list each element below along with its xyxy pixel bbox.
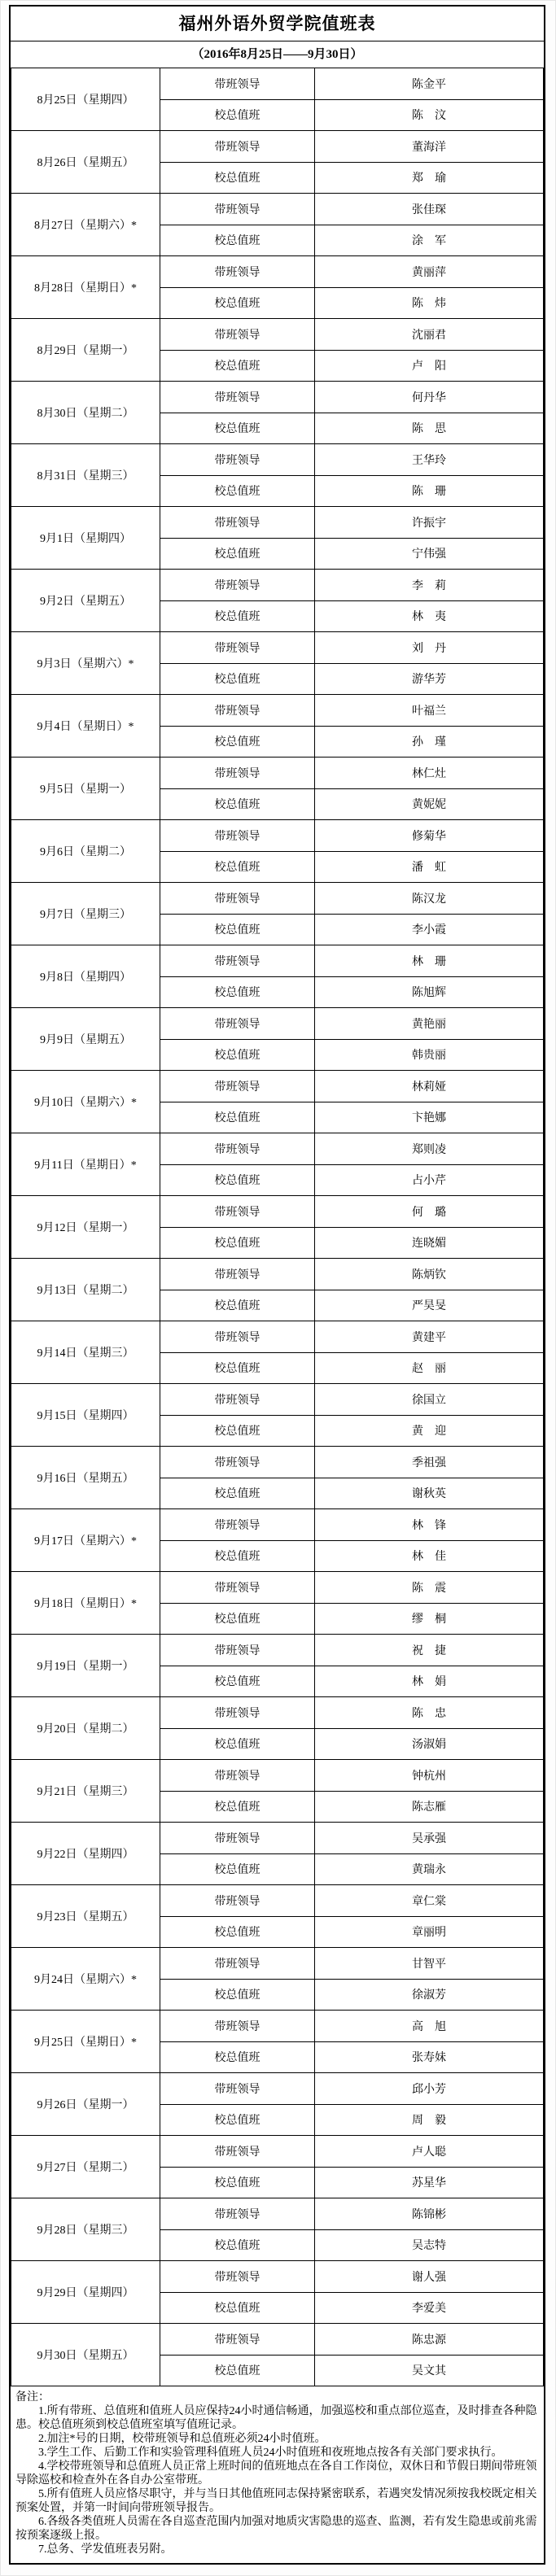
date-cell: 8月28日（星期日）* [11,256,160,319]
roster-row-leader [11,1948,544,1980]
duty-label-cell: 校总值班 [160,851,315,883]
leader-name-cell: 邱小芳 [315,2073,544,2105]
date-cell: 9月29日（星期四） [11,2261,160,2324]
duty-name-cell: 章丽明 [315,1916,544,1948]
roster-row-leader [11,1760,544,1792]
duty-name-cell: 谢秋英 [315,1478,544,1509]
roster-row-leader [11,1572,544,1604]
duty-name-cell: 黄瑞永 [315,1853,544,1885]
duty-label-cell: 校总值班 [160,600,315,632]
roster-row-leader [11,695,544,727]
duty-label-cell: 校总值班 [160,1415,315,1447]
leader-name-cell: 张佳琛 [315,194,544,225]
leader-name-cell: 陈忠源 [315,2324,544,2356]
duty-name-cell: 潘 虹 [315,851,544,883]
roster-row-leader [11,945,544,977]
leader-name-cell: 董海洋 [315,131,544,163]
duty-name-cell: 陈旭辉 [315,976,544,1008]
leader-name-cell: 甘智平 [315,1948,544,1980]
duty-label-cell: 校总值班 [160,350,315,382]
duty-roster-sheet [9,5,545,2565]
note-item: 5.所有值班人员应恪尽职守，并与当日其他值班同志保持紧密联系，若遇突发情况须按我校既定相关预案处置，并第一时间向带班领导报告。 [15,2488,537,2514]
date-cell: 9月5日（星期一） [11,758,160,820]
date-cell: 9月24日（星期六）* [11,1948,160,2011]
date-cell: 9月22日（星期四） [11,1823,160,1885]
leader-label-cell: 带班领导 [160,1823,315,1854]
leader-label-cell: 带班领导 [160,1321,315,1353]
date-cell: 9月3日（星期六）* [11,632,160,695]
leader-name-cell: 陈锦彬 [315,2198,544,2230]
duty-name-cell: 周 毅 [315,2104,544,2136]
leader-name-cell: 高 旭 [315,2011,544,2042]
leader-label-cell: 带班领导 [160,444,315,476]
roster-row-leader [11,1823,544,1854]
roster-row-leader [11,820,544,852]
roster-row-leader [11,507,544,539]
date-range-subtitle: （2016年8月25日——9月30日） [191,48,363,61]
leader-label-cell: 带班领导 [160,695,315,727]
note-item: 1.所有带班、总值班和值班人员应保持24小时通信畅通，加强巡校和重点部位巡查，及时排查各种隐患。校总值班须到校总值班室填写值班记录。 [15,2405,537,2431]
leader-label-cell: 带班领导 [160,1008,315,1040]
duty-name-cell: 陈 汶 [315,99,544,131]
duty-name-cell: 缪 桐 [315,1603,544,1635]
duty-label-cell: 校总值班 [160,1916,315,1948]
note-item: 2.加注*号的日期，校带班领导和总值班必须24小时值班。 [38,2433,326,2445]
roster-row-leader [11,1635,544,1666]
roster-row-leader [11,444,544,476]
leader-label-cell: 带班领导 [160,1071,315,1102]
roster-row-leader [11,319,544,351]
note-item: 6.各级各类值班人员需在各自巡查范围内加强对地质灾害隐患的巡查、监测，若有发生隐患或前兆需按预案逐级上报。 [15,2516,537,2542]
duty-name-cell: 张寿妹 [315,2041,544,2073]
roster-row-leader [11,1133,544,1165]
roster-row-leader [11,131,544,163]
leader-name-cell: 祝 捷 [315,1635,544,1666]
duty-label-cell: 校总值班 [160,1666,315,1697]
roster-row-leader [11,1071,544,1102]
leader-name-cell: 季祖强 [315,1447,544,1478]
roster-row-leader [11,1321,544,1353]
date-cell: 9月9日（星期五） [11,1008,160,1071]
duty-name-cell: 苏星华 [315,2167,544,2198]
date-cell: 9月25日（星期日）* [11,2011,160,2073]
duty-name-cell: 郑 瑜 [315,162,544,194]
leader-name-cell: 陈 忠 [315,1697,544,1729]
leader-name-cell: 卢人聪 [315,2136,544,2168]
roster-row-leader [11,382,544,413]
date-cell: 9月23日（星期五） [11,1885,160,1948]
roster-row-leader [11,1259,544,1290]
leader-name-cell: 王华玲 [315,444,544,476]
roster-body [11,68,544,2386]
duty-name-cell: 占小芹 [315,1164,544,1196]
leader-name-cell: 修菊华 [315,820,544,852]
date-cell: 9月14日（星期三） [11,1321,160,1384]
note-item: 4.学校带班领导和总值班人员正常上班时间的值班地点在各自工作岗位，双休日和节假日期间带班领导除巡校和检查外在各自办公室带班。 [15,2460,537,2486]
duty-name-cell: 卢 阳 [315,350,544,382]
duty-name-cell: 林 夷 [315,600,544,632]
duty-label-cell: 校总值班 [160,1853,315,1885]
roster-row-leader [11,2261,544,2293]
notes-heading: 备注： [15,2391,50,2404]
date-cell: 9月6日（星期二） [11,820,160,883]
duty-label-cell: 校总值班 [160,1164,315,1196]
duty-label-cell: 校总值班 [160,162,315,194]
roster-row-leader [11,1384,544,1416]
date-cell: 9月4日（星期日）* [11,695,160,758]
roster-row-leader [11,68,544,100]
duty-name-cell: 林 娟 [315,1666,544,1697]
leader-label-cell: 带班领导 [160,1697,315,1729]
date-cell: 9月19日（星期一） [11,1635,160,1697]
page-title: 福州外语外贸学院值班表 [11,7,544,41]
leader-name-cell: 陈 震 [315,1572,544,1604]
date-cell: 9月26日（星期一） [11,2073,160,2136]
duty-label-cell: 校总值班 [160,2041,315,2073]
duty-name-cell: 连晓媚 [315,1227,544,1259]
leader-name-cell: 陈汉龙 [315,883,544,915]
duty-name-cell: 李爱美 [315,2292,544,2324]
duty-label-cell: 校总值班 [160,1352,315,1384]
leader-name-cell: 许振宇 [315,507,544,539]
roster-row-leader [11,570,544,601]
date-cell: 9月10日（星期六）* [11,1071,160,1133]
leader-name-cell: 黄建平 [315,1321,544,1353]
duty-label-cell: 校总值班 [160,1102,315,1133]
date-cell: 9月15日（星期四） [11,1384,160,1447]
duty-label-cell: 校总值班 [160,1039,315,1071]
duty-name-cell: 吴文其 [315,2355,544,2386]
leader-label-cell: 带班领导 [160,1196,315,1228]
leader-label-cell: 带班领导 [160,2073,315,2105]
duty-name-cell: 韩贵丽 [315,1039,544,1071]
leader-label-cell: 带班领导 [160,883,315,915]
duty-label-cell: 校总值班 [160,475,315,507]
roster-row-leader [11,1008,544,1040]
leader-name-cell: 谢人强 [315,2261,544,2293]
duty-label-cell: 校总值班 [160,1478,315,1509]
leader-label-cell: 带班领导 [160,945,315,977]
leader-name-cell: 吴承强 [315,1823,544,1854]
leader-label-cell: 带班领导 [160,1384,315,1416]
duty-name-cell: 陈 珊 [315,475,544,507]
leader-name-cell: 黄丽萍 [315,256,544,288]
duty-name-cell: 游华芳 [315,663,544,695]
duty-label-cell: 校总值班 [160,663,315,695]
duty-label-cell: 校总值班 [160,1540,315,1572]
duty-label-cell: 校总值班 [160,1728,315,1760]
leader-label-cell: 带班领导 [160,1948,315,1980]
leader-name-cell: 林仁灶 [315,758,544,789]
leader-name-cell: 钟杭州 [315,1760,544,1792]
duty-label-cell: 校总值班 [160,2229,315,2261]
duty-label-cell: 校总值班 [160,2355,315,2386]
date-cell: 8月25日（星期四） [11,68,160,131]
leader-name-cell: 林 锋 [315,1509,544,1541]
leader-name-cell: 徐国立 [315,1384,544,1416]
leader-name-cell: 黄艳丽 [315,1008,544,1040]
duty-label-cell: 校总值班 [160,538,315,570]
leader-label-cell: 带班领导 [160,2198,315,2230]
leader-name-cell: 何 璐 [315,1196,544,1228]
date-cell: 8月31日（星期三） [11,444,160,507]
duty-label-cell: 校总值班 [160,2104,315,2136]
duty-name-cell: 黄妮妮 [315,788,544,820]
duty-name-cell: 汤淑娟 [315,1728,544,1760]
date-cell: 9月12日（星期一） [11,1196,160,1259]
date-cell: 9月27日（星期二） [11,2136,160,2198]
leader-name-cell: 林 珊 [315,945,544,977]
leader-label-cell: 带班领导 [160,570,315,601]
roster-row-leader [11,1196,544,1228]
duty-roster-table [11,68,544,2386]
roster-row-leader [11,2324,544,2356]
leader-name-cell: 何丹华 [315,382,544,413]
date-cell: 9月21日（星期三） [11,1760,160,1823]
leader-label-cell: 带班领导 [160,758,315,789]
date-cell: 9月16日（星期五） [11,1447,160,1509]
leader-label-cell: 带班领导 [160,382,315,413]
leader-label-cell: 带班领导 [160,1572,315,1604]
duty-name-cell: 徐淑芳 [315,1979,544,2011]
duty-label-cell: 校总值班 [160,1979,315,2011]
leader-name-cell: 刘 丹 [315,632,544,664]
date-cell: 9月8日（星期四） [11,945,160,1008]
notes-section [11,2386,544,2563]
duty-label-cell: 校总值班 [160,2167,315,2198]
duty-label-cell: 校总值班 [160,287,315,319]
leader-name-cell: 陈炳钦 [315,1259,544,1290]
leader-label-cell: 带班领导 [160,632,315,664]
leader-label-cell: 带班领导 [160,1509,315,1541]
roster-row-leader [11,1697,544,1729]
leader-name-cell: 叶福兰 [315,695,544,727]
leader-label-cell: 带班领导 [160,1635,315,1666]
date-cell: 8月27日（星期六）* [11,194,160,256]
leader-label-cell: 带班领导 [160,256,315,288]
duty-label-cell: 校总值班 [160,2292,315,2324]
leader-label-cell: 带班领导 [160,1447,315,1478]
duty-name-cell: 陈 炜 [315,287,544,319]
duty-label-cell: 校总值班 [160,1290,315,1321]
leader-label-cell: 带班领导 [160,131,315,163]
duty-label-cell: 校总值班 [160,976,315,1008]
leader-name-cell: 李 莉 [315,570,544,601]
note-item: 3.学生工作、后勤工作和实验管理科值班人员24小时值班和夜班地点按各有关部门要求执行。 [38,2447,503,2459]
roster-row-leader [11,256,544,288]
date-cell: 9月18日（星期日）* [11,1572,160,1635]
duty-label-cell: 校总值班 [160,1227,315,1259]
roster-row-leader [11,1885,544,1917]
leader-label-cell: 带班领导 [160,68,315,100]
date-cell: 9月7日（星期三） [11,883,160,945]
leader-label-cell: 带班领导 [160,507,315,539]
duty-label-cell: 校总值班 [160,1791,315,1823]
roster-row-leader [11,2073,544,2105]
date-cell: 9月30日（星期五） [11,2324,160,2386]
date-cell: 9月17日（星期六）* [11,1509,160,1572]
leader-name-cell: 郑则凌 [315,1133,544,1165]
duty-name-cell: 严昊旻 [315,1290,544,1321]
duty-label-cell: 校总值班 [160,788,315,820]
duty-name-cell: 吴志特 [315,2229,544,2261]
duty-name-cell: 涂 军 [315,225,544,256]
duty-name-cell: 林 佳 [315,1540,544,1572]
roster-row-leader [11,758,544,789]
duty-name-cell: 黄 迎 [315,1415,544,1447]
leader-label-cell: 带班领导 [160,2011,315,2042]
date-cell: 9月28日（星期三） [11,2198,160,2261]
note-item: 7.总务、学发值班表另附。 [38,2543,173,2556]
duty-name-cell: 卞艳娜 [315,1102,544,1133]
duty-label-cell: 校总值班 [160,1603,315,1635]
roster-row-leader [11,2198,544,2230]
leader-label-cell: 带班领导 [160,820,315,852]
leader-name-cell: 沈丽君 [315,319,544,351]
duty-label-cell: 校总值班 [160,225,315,256]
roster-row-leader [11,883,544,915]
duty-name-cell: 孙 瑾 [315,726,544,758]
duty-label-cell: 校总值班 [160,914,315,945]
date-cell: 8月26日（星期五） [11,131,160,194]
leader-label-cell: 带班领导 [160,1885,315,1917]
date-cell: 9月11日（星期日）* [11,1133,160,1196]
leader-label-cell: 带班领导 [160,2261,315,2293]
leader-label-cell: 带班领导 [160,2324,315,2356]
leader-label-cell: 带班领导 [160,194,315,225]
roster-row-leader [11,1509,544,1541]
roster-row-leader [11,2136,544,2168]
leader-label-cell: 带班领导 [160,1760,315,1792]
leader-name-cell: 章仁棠 [315,1885,544,1917]
leader-name-cell: 陈金平 [315,68,544,100]
duty-name-cell: 宁伟强 [315,538,544,570]
leader-name-cell: 林莉娅 [315,1071,544,1102]
roster-row-leader [11,2011,544,2042]
duty-label-cell: 校总值班 [160,99,315,131]
date-cell: 9月1日（星期四） [11,507,160,570]
leader-label-cell: 带班领导 [160,2136,315,2168]
roster-row-leader [11,632,544,664]
duty-name-cell: 陈志雁 [315,1791,544,1823]
duty-name-cell: 陈 思 [315,413,544,444]
duty-label-cell: 校总值班 [160,726,315,758]
roster-row-leader [11,194,544,225]
date-cell: 9月20日（星期二） [11,1697,160,1760]
leader-label-cell: 带班领导 [160,319,315,351]
leader-label-cell: 带班领导 [160,1259,315,1290]
date-cell: 8月29日（星期一） [11,319,160,382]
duty-name-cell: 李小霞 [315,914,544,945]
duty-name-cell: 赵 丽 [315,1352,544,1384]
notes-list [15,2404,537,2556]
date-cell: 8月30日（星期二） [11,382,160,444]
date-cell: 9月2日（星期五） [11,570,160,632]
date-cell: 9月13日（星期二） [11,1259,160,1321]
duty-label-cell: 校总值班 [160,413,315,444]
roster-row-leader [11,1447,544,1478]
leader-label-cell: 带班领导 [160,1133,315,1165]
